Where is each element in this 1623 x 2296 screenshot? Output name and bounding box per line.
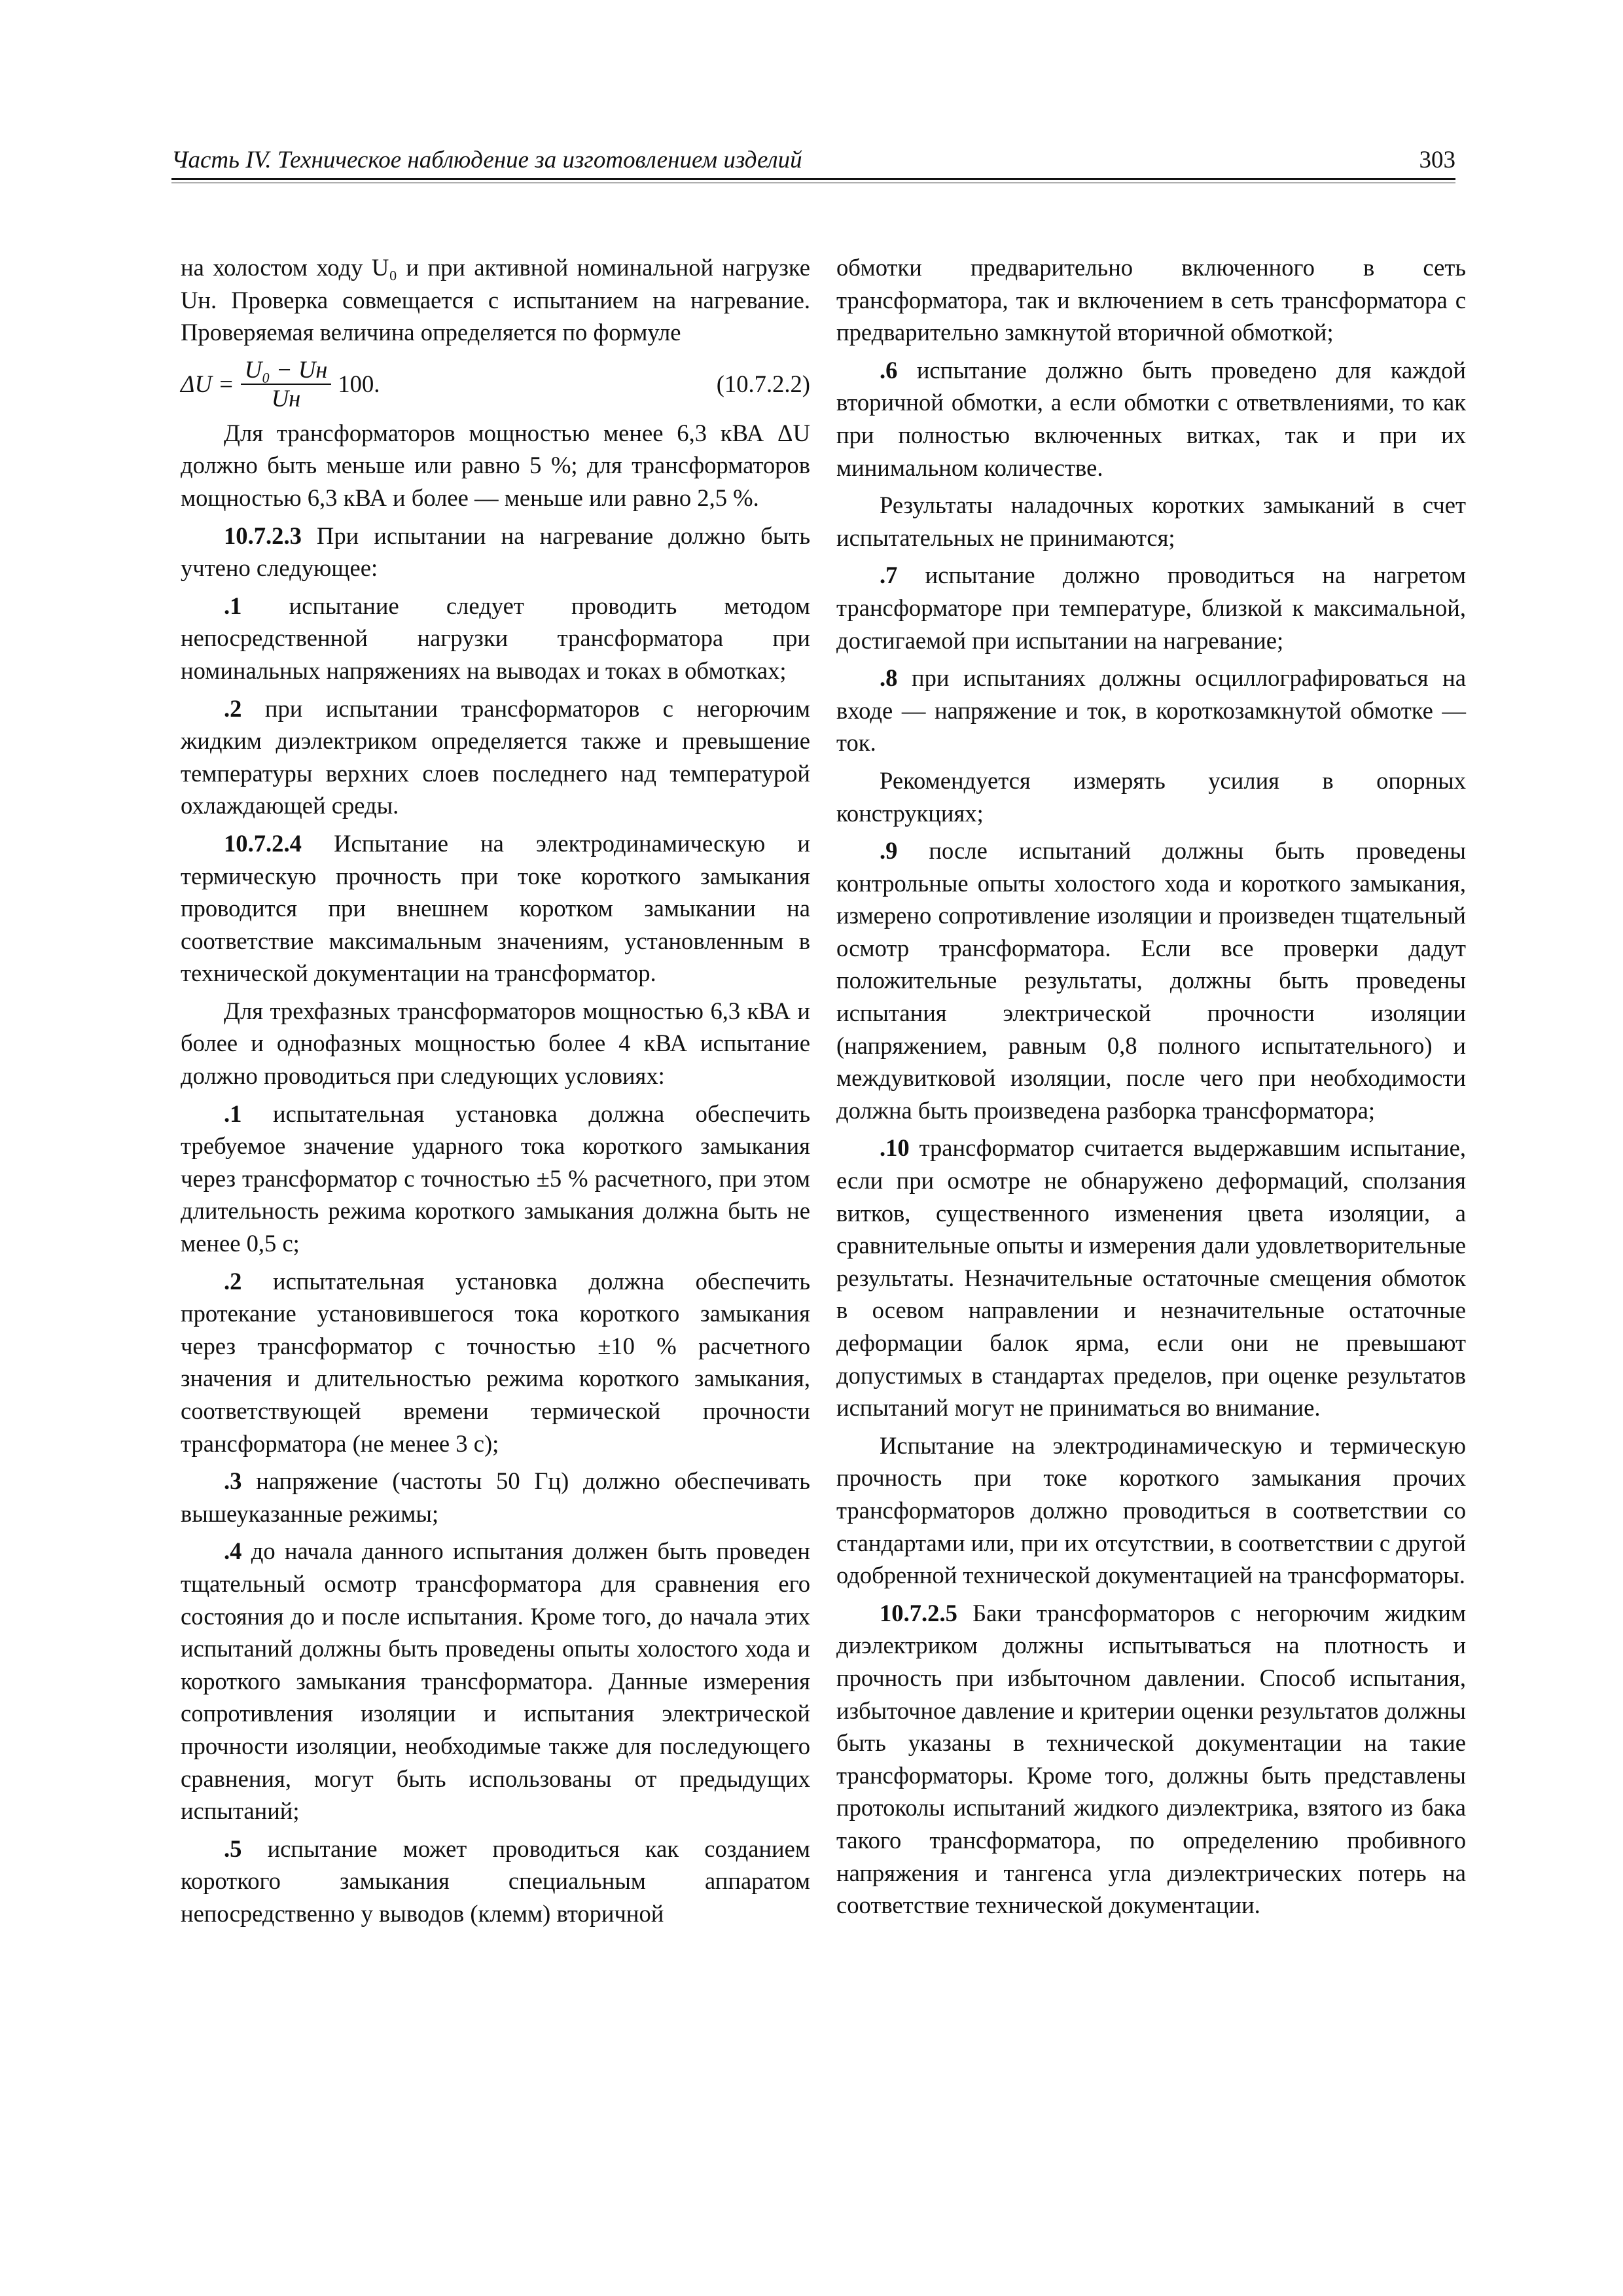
paragraph: .1 испытание следует проводить методом непосредственной нагрузки трансформатора при номинальных напряжениях на выводах и токах в обмотках;	[181, 592, 810, 684]
item-number: .9	[880, 837, 898, 865]
item-number: .1	[224, 1100, 242, 1127]
running-header	[171, 145, 1455, 175]
formula-fraction	[241, 356, 332, 412]
paragraph: Для трехфазных трансформаторов мощностью 6,3 кВА и более и однофазных мощностью более 4 кВА испытание должно проводиться при следующих условиях:	[181, 997, 810, 1090]
clause-number: 10.7.2.5	[880, 1599, 957, 1626]
header-title: Часть IV. Техническое наблюдение за изготовлением изделий	[171, 147, 802, 173]
paragraph: 10.7.2.5 Баки трансформаторов с негорючим жидким диэлектриком должны испытываться на плотность и прочность при избыточном давлении. Способ испытания, избыточное давление и критерии оценки результатов должны быть указаны в технической документации на такие трансформаторы. Кроме того, должны быть представлены протоколы испытаний жидкого диэлектрика, взятого из бака такого трансформатора, по определению пробивного напряжения и тангенса угла диэлектрических потерь на соответствие технической документации.	[836, 1599, 1466, 1919]
page-number: 303	[1419, 147, 1455, 173]
clause-number: 10.7.2.4	[224, 829, 302, 857]
paragraph: .4 до начала данного испытания должен быть проведен тщательный осмотр трансформатора для сравнения его состояния до и после испытания. Кроме того, до начала этих испытаний должны быть проведены опыты холостого хода и короткого замыкания трансформатора. Данные измерения сопротивления изоляции и испытания электрической прочности изоляции, необходимые также для последующего сравнения, могут быть использованы от предыдущих испытаний;	[181, 1537, 810, 1825]
header-rule	[171, 178, 1455, 183]
paragraph: 10.7.2.3 При испытании на нагревание должно быть учтено следующее:	[181, 522, 810, 582]
item-number: .6	[880, 356, 898, 384]
formula-lhs: ΔU =	[181, 370, 234, 397]
item-number: .5	[224, 1835, 242, 1862]
paragraph: .7 испытание должно проводиться на нагретом трансформаторе при температуре, близкой к максимальной, достигаемой при испытании на нагревание;	[836, 562, 1466, 654]
paragraph: 10.7.2.4 Испытание на электродинамическую и термическую прочность при токе короткого замыкания проводится при внешнем коротком замыкании на соответствие максимальным значениям, установленным в технической документации на трансформатор.	[181, 829, 810, 987]
paragraph: .1 испытательная установка должна обеспечить требуемое значение ударного тока короткого замыкания через трансформатор с точностью ±5 % расчетного, при этом длительность режима короткого замыкания должна быть не менее 0,5 с;	[181, 1100, 810, 1257]
paragraph: .3 напряжение (частоты 50 Гц) должно обеспечивать вышеуказанные режимы;	[181, 1467, 810, 1527]
paragraph: Рекомендуется измерять усилия в опорных конструкциях;	[836, 766, 1466, 827]
item-number: .8	[880, 664, 898, 692]
formula-expression	[181, 356, 380, 412]
paragraph: .5 испытание может проводиться как созданием короткого замыкания специальным аппаратом непосредственно у выводов (клемм) вторичной	[181, 1835, 810, 1927]
formula-numerator: U₀ − Uн	[241, 356, 332, 385]
paragraph: Испытание на электродинамическую и термическую прочность при токе короткого замыкания прочих трансформаторов должно проводиться в соответствии со стандартами или, при их отсутствии, в соответствии с другой одобренной технической документацией на трансформаторы.	[836, 1431, 1466, 1589]
paragraph: .2 при испытании трансформаторов с негорючим жидким диэлектриком определяется также и превышение температуры верхних слоев последнего над температурой охлаждающей среды.	[181, 694, 810, 819]
paragraph: .9 после испытаний должны быть проведены контрольные опыты холостого хода и короткого замыкания, измерено сопротивление изоляции и произведен тщательный осмотр трансформатора. Если все проверки дадут положительные результаты, должны быть проведены испытания электрической прочности изоляции (напряжением, равным 0,8 полного испытательного) и междувитковой изоляции, после чего при необходимости должна быть произведена разборка трансформатора;	[836, 837, 1466, 1124]
item-number: .7	[880, 562, 898, 589]
formula-factor: 100.	[338, 370, 380, 397]
item-number: .1	[224, 592, 242, 619]
item-number: .2	[224, 694, 242, 722]
paragraph: .8 при испытаниях должны осциллографироваться на входе — напряжение и ток, в короткозамкнутой обмотке — ток.	[836, 664, 1466, 757]
left-column	[181, 251, 810, 1935]
paragraph: Результаты наладочных коротких замыканий в счет испытательных не принимаются;	[836, 492, 1466, 551]
item-number: .2	[224, 1267, 242, 1295]
formula-number: (10.7.2.2)	[716, 370, 810, 397]
item-number: .3	[224, 1467, 242, 1495]
clause-number: 10.7.2.3	[224, 522, 302, 549]
right-column	[836, 251, 1466, 1927]
paragraph: обмотки предварительно включенного в сеть трансформатора, так и включением в сеть трансформатора с предварительно замкнутой вторичной обмоткой;	[836, 254, 1466, 346]
paragraph: .10 трансформатор считается выдержавшим испытание, если при осмотре не обнаружено деформаций, сползания витков, существенного изменения цвета изоляции, а сравнительные опыты и измерения дали удовлетворительные результаты. Незначительные остаточные смещения обмоток в осевом направлении и незначительные остаточные деформации балок ярма, если они не превышают допустимых в стандартах пределов, при оценке результатов испытаний могут не приниматься во внимание.	[836, 1134, 1466, 1422]
item-number: .4	[224, 1537, 242, 1565]
paragraph: на холостом ходу U₀ и при активной номинальной нагрузке Uн. Проверка совмещается с испытанием на нагревание. Проверяемая величина определяется по формуле	[181, 254, 810, 346]
paragraph: Для трансформаторов мощностью менее 6,3 кВА ΔU должно быть меньше или равно 5 %; для трансформаторов мощностью 6,3 кВА и более — меньше или равно 2,5 %.	[181, 419, 810, 511]
paragraph: .6 испытание должно быть проведено для каждой вторичной обмотки, а если обмотки с ответвлениями, то как при полностью включенных витках, так и при их минимальном количестве.	[836, 356, 1466, 481]
formula-10-7-2-2	[181, 354, 810, 414]
item-number: .10	[880, 1134, 910, 1162]
paragraph: .2 испытательная установка должна обеспечить протекание установившегося тока короткого замыкания через трансформатор с точностью ±10 % расчетного значения и длительностью режима короткого замыкания, соответствующей времени термической прочности трансформатора (не менее 3 с);	[181, 1267, 810, 1457]
formula-denominator: Uн	[271, 384, 301, 412]
